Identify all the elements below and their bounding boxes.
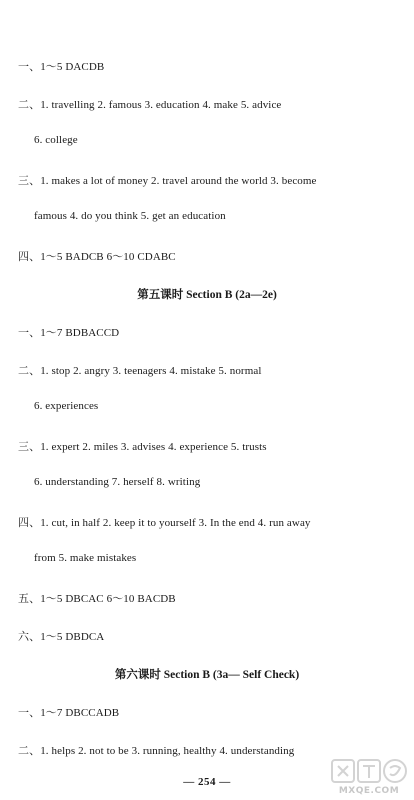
answer-line: 三、1. makes a lot of money 2. travel around the world 3. become [18,175,317,187]
answer-line: 二、1. stop 2. angry 3. teenagers 4. mistake 5. normal [18,365,262,377]
answer-line: 6. experiences [34,400,99,412]
answer-line: 六、1～5 DBDCA [18,631,105,643]
answer-line: 6. understanding 7. herself 8. writing [34,476,201,488]
answer-line: 一、1～7 BDBACCD [18,327,120,339]
answer-line: from 5. make mistakes [34,552,137,564]
watermark-text: MXQE.COM [338,786,400,796]
answer-line: 三、1. expert 2. miles 3. advises 4. experience 5. trusts [18,441,267,453]
answer-line: 6. college [34,134,78,146]
answer-line: famous 4. do you think 5. get an education [34,210,226,222]
answer-line: 四、1. cut, in half 2. keep it to yourself 3. In the end 4. run away [18,517,311,529]
answer-line: 二、1. travelling 2. famous 3. education 4. make 5. advice [18,99,282,111]
page-number: — 254 — [183,776,231,788]
answer-line: 五、1～5 DBCAC 6～10 BACDB [18,593,176,605]
answer-line: 二、1. helps 2. not to be 3. running, healthy 4. understanding [18,745,295,757]
answer-line: 四、1～5 BADCB 6～10 CDABC [18,251,176,263]
watermark-logo [330,756,408,796]
answer-line: 一、1～5 DACDB [18,61,105,73]
section-heading: 第六课时 Section B (3a— Self Check) [114,669,300,681]
section-heading: 第五课时 Section B (2a—2e) [137,289,277,301]
watermark-icon [330,756,408,786]
answer-line: 一、1～7 DBCCADB [18,707,120,719]
